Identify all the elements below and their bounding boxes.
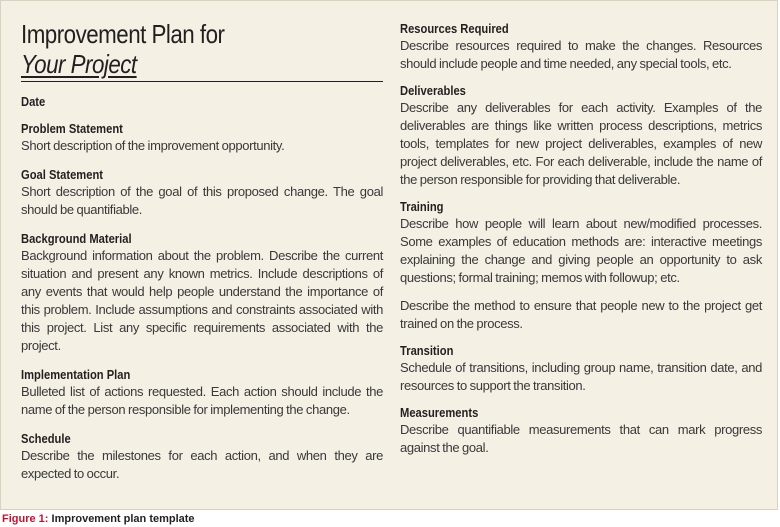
section-text: Describe the milestones for each action, and when they are expected to occur. <box>21 448 383 481</box>
section-heading: Measurements <box>400 405 479 420</box>
section-text: Short description of the goal of this proposed change. The goal should be quantifiable. <box>21 184 383 217</box>
section-date <box>21 94 383 110</box>
section-training <box>400 199 762 333</box>
section-text: Describe how people will learn about new/modified processes. Some examples of education methods are: interactive meetings explaining the change and giving people an opportunity to ask questions; formal training; memos with followup; etc. <box>400 216 762 285</box>
document-title <box>21 19 383 82</box>
section-goal-statement <box>21 167 383 219</box>
section-text: Schedule of transitions, including group name, transition date, and resources to support the transition. <box>400 360 762 393</box>
left-column <box>21 19 383 492</box>
section-text: Short description of the improvement opportunity. <box>21 138 285 153</box>
title-line-1: Improvement Plan for <box>21 19 225 49</box>
section-resources-required <box>400 21 762 73</box>
section-heading: Background Material <box>21 231 132 246</box>
section-background-material <box>21 231 383 355</box>
section-heading: Goal Statement <box>21 167 104 182</box>
section-heading: Schedule <box>21 431 71 446</box>
right-column <box>400 21 762 466</box>
section-heading: Date <box>21 94 46 109</box>
section-heading: Problem Statement <box>21 121 123 136</box>
figure-caption-text: Improvement plan template <box>51 513 195 525</box>
section-measurements <box>400 405 762 457</box>
figure-label: Figure 1: <box>2 513 49 525</box>
section-heading: Deliverables <box>400 83 466 98</box>
section-heading: Transition <box>400 343 454 358</box>
section-text: Describe any deliverables for each activity. Examples of the deliverables are things like written process descriptions, metrics tools, templates for new project deliverables, examples of new project deliverables, etc. For each deliverable, include the name of the person responsible for providing that deliverable. <box>400 100 762 187</box>
section-text: Bulleted list of actions requested. Each action should include the name of the person responsible for implementing the change. <box>21 384 383 417</box>
section-text: Describe resources required to make the changes. Resources should include people and time needed, any special tools, etc. <box>400 38 762 71</box>
section-problem-statement <box>21 121 383 155</box>
title-rule <box>21 81 383 82</box>
section-text: Background information about the problem. Describe the current situation and present any known metrics. Include descriptions of any events that would help people understand the importance of this problem. Include assumptions and constraints associated with this project. List any specific requirements associated with the project. <box>21 248 383 353</box>
section-text-secondary: Describe the method to ensure that people new to the project get trained on the process. <box>400 298 762 331</box>
section-heading: Resources Required <box>400 21 509 36</box>
figure-caption <box>2 513 195 525</box>
section-transition <box>400 343 762 395</box>
section-heading: Training <box>400 199 444 214</box>
section-text: Describe quantifiable measurements that can mark progress against the goal. <box>400 422 762 455</box>
section-heading: Implementation Plan <box>21 367 131 382</box>
section-implementation-plan <box>21 367 383 419</box>
section-schedule <box>21 431 383 483</box>
title-line-2: Your Project <box>21 49 137 79</box>
section-deliverables <box>400 83 762 189</box>
